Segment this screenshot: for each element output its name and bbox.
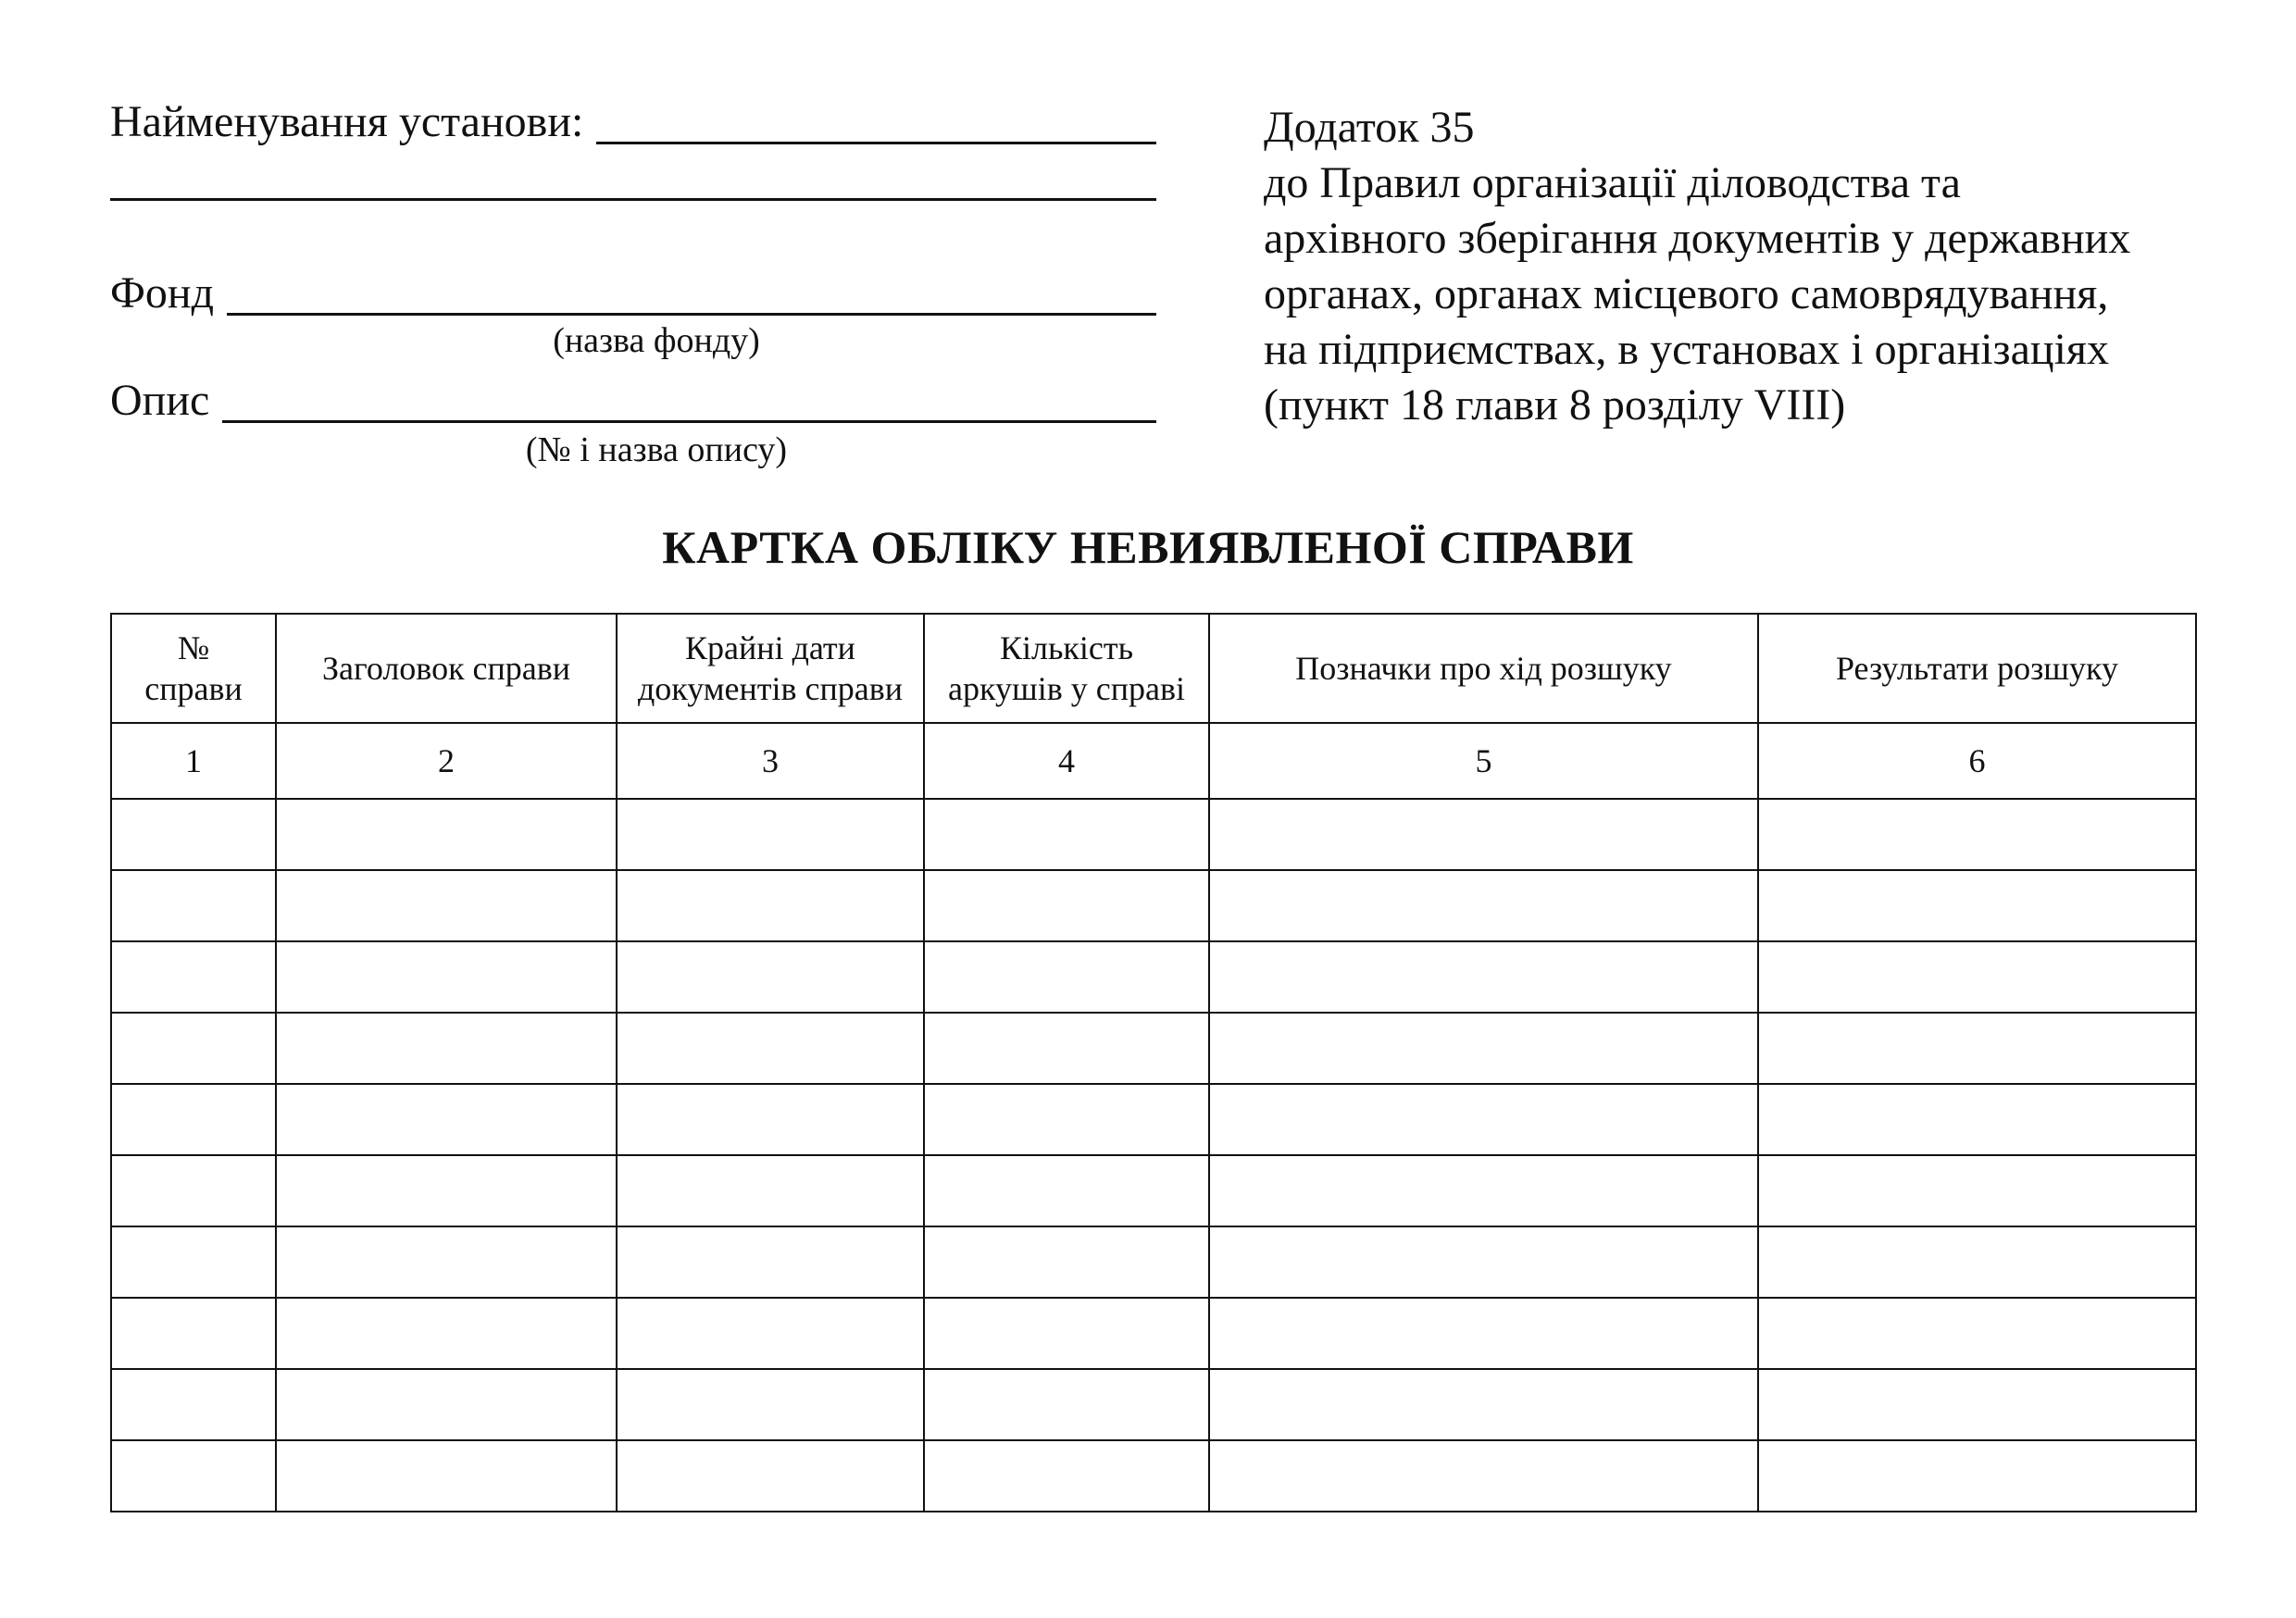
table-cell[interactable] [1209, 1440, 1758, 1512]
fund-label: Фонд [110, 268, 215, 317]
empty-rows [111, 799, 2196, 1512]
table-cell[interactable] [1758, 799, 2196, 870]
table-cell[interactable] [1209, 870, 1758, 941]
column-header [1758, 614, 2196, 723]
column-header-line: Заголовок справи [321, 650, 571, 687]
table-cell[interactable] [924, 870, 1209, 941]
table-cell[interactable] [111, 870, 276, 941]
table-cell[interactable] [276, 941, 617, 1013]
table-cell[interactable] [617, 941, 924, 1013]
table-cell[interactable] [617, 1084, 924, 1155]
table-row [111, 1155, 2196, 1226]
table-cell[interactable] [924, 1155, 1209, 1226]
document-title: КАРТКА ОБЛІКУ НЕВИЯВЛЕНОЇ СПРАВИ [662, 521, 1634, 573]
table-cell[interactable] [617, 1013, 924, 1084]
table-cell[interactable] [924, 1369, 1209, 1440]
table-cell[interactable] [924, 1013, 1209, 1084]
table-cell[interactable] [924, 1084, 1209, 1155]
column-header [276, 614, 617, 723]
table-cell[interactable] [617, 870, 924, 941]
column-number-row [111, 723, 2196, 799]
inventory-row [110, 376, 1156, 425]
table-cell[interactable] [1209, 1369, 1758, 1440]
table-cell[interactable] [924, 799, 1209, 870]
inventory-label: Опис [110, 376, 210, 425]
table-cell[interactable] [276, 1226, 617, 1298]
table-header-row [111, 614, 2196, 723]
table-row [111, 799, 2196, 870]
table-cell[interactable] [111, 941, 276, 1013]
table-row [111, 1084, 2196, 1155]
table-cell[interactable] [617, 1298, 924, 1369]
table-cell[interactable] [276, 870, 617, 941]
table-cell[interactable] [617, 799, 924, 870]
column-number: 4 [924, 723, 1209, 799]
appendix-line: (пункт 18 глави 8 розділу VIII) [1264, 380, 1846, 429]
table-cell[interactable] [1209, 1155, 1758, 1226]
table-row [111, 1298, 2196, 1369]
table-row [111, 1013, 2196, 1084]
registry-table [110, 613, 2197, 1512]
table-cell[interactable] [276, 1440, 617, 1512]
table-cell[interactable] [276, 799, 617, 870]
table-cell[interactable] [924, 1226, 1209, 1298]
column-number: 5 [1209, 723, 1758, 799]
column-header-line: Крайні дати [685, 629, 855, 666]
appendix-line: органах, органах місцевого самоврядування, [1264, 269, 2109, 318]
table-cell[interactable] [1209, 799, 1758, 870]
table-cell[interactable] [617, 1369, 924, 1440]
appendix-line: до Правил організації діловодства та [1264, 158, 1961, 207]
table-row [111, 1226, 2196, 1298]
table-cell[interactable] [617, 1226, 924, 1298]
table-cell[interactable] [111, 1155, 276, 1226]
appendix-line: Додаток 35 [1264, 103, 1475, 152]
table-row [111, 1440, 2196, 1512]
header-left [110, 97, 1156, 469]
institution-line[interactable] [596, 101, 1156, 144]
appendix-line: архівного зберігання документів у державних [1264, 214, 2131, 263]
table-cell[interactable] [1758, 1226, 2196, 1298]
table-cell[interactable] [111, 1298, 276, 1369]
table-cell[interactable] [111, 1084, 276, 1155]
column-header [1209, 614, 1758, 723]
institution-line-2[interactable] [110, 198, 1156, 201]
table-cell[interactable] [1758, 870, 2196, 941]
institution-label: Найменування установи: [110, 97, 584, 146]
table-cell[interactable] [276, 1013, 617, 1084]
fund-line[interactable] [227, 272, 1156, 316]
column-header [924, 614, 1209, 723]
table-cell[interactable] [1758, 1440, 2196, 1512]
column-number: 1 [111, 723, 276, 799]
column-header-line: № [177, 629, 210, 666]
column-header-line: Позначки про хід розшуку [1295, 650, 1672, 687]
table-cell[interactable] [111, 1013, 276, 1084]
table-cell[interactable] [111, 799, 276, 870]
column-header [111, 614, 276, 723]
table-cell[interactable] [924, 1298, 1209, 1369]
column-header-line: Кількість [999, 629, 1134, 666]
table-cell[interactable] [1209, 1013, 1758, 1084]
table-cell[interactable] [111, 1226, 276, 1298]
fund-hint: (назва фонду) [553, 321, 760, 360]
table-cell[interactable] [617, 1440, 924, 1512]
table-cell[interactable] [276, 1084, 617, 1155]
fund-row [110, 268, 1156, 317]
table-cell[interactable] [1209, 1226, 1758, 1298]
institution-row [110, 97, 1156, 146]
table-cell[interactable] [1758, 1369, 2196, 1440]
table-cell[interactable] [1209, 941, 1758, 1013]
column-header [617, 614, 924, 723]
table-cell[interactable] [1758, 1084, 2196, 1155]
table-row [111, 870, 2196, 941]
table-cell[interactable] [924, 1440, 1209, 1512]
column-header-line: справи [144, 670, 243, 707]
inventory-line[interactable] [222, 380, 1156, 423]
table-cell[interactable] [111, 1369, 276, 1440]
table-cell[interactable] [111, 1440, 276, 1512]
inventory-hint: (№ і назва опису) [525, 430, 788, 469]
column-number: 6 [1758, 723, 2196, 799]
table-cell[interactable] [276, 1155, 617, 1226]
table-cell[interactable] [1758, 1155, 2196, 1226]
table-row [111, 941, 2196, 1013]
table-cell[interactable] [1209, 1084, 1758, 1155]
column-header-line: Результати розшуку [1836, 650, 2118, 687]
table-cell[interactable] [276, 1298, 617, 1369]
table-cell[interactable] [617, 1155, 924, 1226]
table-cell[interactable] [1758, 1013, 2196, 1084]
table-cell[interactable] [924, 941, 1209, 1013]
table-row [111, 1369, 2196, 1440]
appendix-line: на підприємствах, в установах і організаціях [1264, 325, 2109, 374]
appendix-note [1264, 100, 2273, 433]
column-header-line: аркушів у справі [948, 670, 1185, 707]
column-number: 3 [617, 723, 924, 799]
table-cell[interactable] [1758, 941, 2196, 1013]
column-number: 2 [276, 723, 617, 799]
table-cell[interactable] [276, 1369, 617, 1440]
table-cell[interactable] [1758, 1298, 2196, 1369]
table-cell[interactable] [1209, 1298, 1758, 1369]
column-header-line: документів справи [637, 670, 904, 707]
